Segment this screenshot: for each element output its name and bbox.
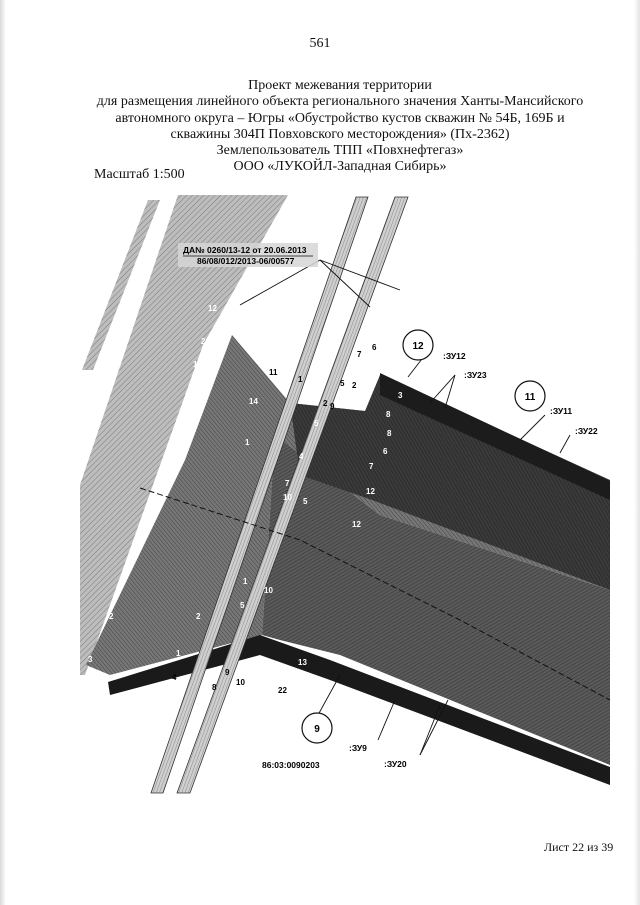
point-label: 8: [212, 683, 217, 692]
point-label: 12: [366, 487, 375, 496]
point-label: 10: [283, 493, 292, 502]
point-label: 22: [278, 686, 287, 695]
survey-map: [0, 195, 640, 795]
title-line: ООО «ЛУКОЙЛ-Западная Сибирь»: [233, 159, 447, 175]
scale-label: Масштаб 1:500: [94, 167, 185, 182]
point-label: 4: [172, 673, 177, 682]
zone-circle-number: 11: [524, 392, 536, 403]
point-label: 4: [299, 452, 304, 461]
sheet-number: Лист 22 из 39: [544, 840, 614, 854]
point-label: 2: [109, 612, 114, 621]
point-label: 5: [240, 601, 245, 610]
point-label: 11: [269, 368, 278, 377]
title-line: скважины 304П Повховского месторождения» (Пх-2362): [170, 126, 510, 142]
zone-label: :ЗУ20: [384, 759, 407, 769]
point-label: 5: [314, 419, 319, 428]
zone-circle-number: 9: [314, 724, 320, 735]
zone-label: :ЗУ22: [575, 426, 598, 436]
point-label: 1: [298, 375, 303, 384]
point-label: 2: [323, 399, 328, 408]
title-line: Проект межевания территории: [248, 78, 432, 93]
point-label: 2: [201, 337, 206, 346]
point-label: 9: [330, 402, 335, 411]
point-label: 9: [225, 668, 230, 677]
zone-label: :ЗУ9: [349, 743, 367, 753]
agreement-registration: 86/08/012/2013-06/00577: [197, 256, 295, 266]
point-label: 14: [249, 397, 258, 406]
point-label: 1: [245, 438, 250, 447]
point-label: 1: [176, 649, 181, 658]
point-label: 8: [387, 429, 392, 438]
zone-label: :ЗУ23: [464, 370, 487, 380]
point-label: 8: [386, 410, 391, 419]
point-label: 2: [196, 612, 201, 621]
zone-circle-number: 12: [412, 341, 424, 352]
point-label: 13: [298, 658, 307, 667]
page-number: 561: [309, 36, 331, 51]
point-label: 3: [398, 391, 403, 400]
agreement-label: [178, 243, 318, 267]
zone-9-marker: [302, 713, 332, 743]
point-label: 5: [303, 497, 308, 506]
title-line: Землепользователь ТПП «Повхнефтегаз»: [216, 143, 464, 159]
point-label: 3: [88, 655, 93, 664]
point-label: 2: [352, 381, 357, 390]
point-label: 10: [236, 678, 245, 687]
agreement-number: ДА№ 0260/13-12 от 20.06.2013: [183, 245, 307, 255]
zone-label: :ЗУ12: [443, 351, 466, 361]
cadastral-block-label: 86:03:0090203: [262, 760, 320, 770]
zone-12-marker: [403, 330, 466, 361]
point-label: 12: [208, 304, 217, 313]
point-label: 12: [352, 520, 361, 529]
point-label: 7: [357, 350, 362, 359]
point-label: 6: [372, 343, 377, 352]
point-label: 7: [285, 479, 290, 488]
point-label: 6: [383, 447, 388, 456]
title-line: автономного округа – Югры «Обустройство кустов скважин № 54Б, 169Б и: [115, 110, 565, 126]
title-block: [40, 78, 640, 176]
point-label: 1: [243, 577, 248, 586]
title-line: для размещения линейного объекта регионального значения Ханты-Мансийского: [96, 94, 584, 110]
point-label: 13: [193, 360, 202, 369]
point-label: 7: [369, 462, 374, 471]
zone-11-marker: [515, 381, 572, 416]
zone-label: :ЗУ11: [550, 406, 573, 416]
point-label: 10: [264, 586, 273, 595]
point-label: 5: [340, 379, 345, 388]
